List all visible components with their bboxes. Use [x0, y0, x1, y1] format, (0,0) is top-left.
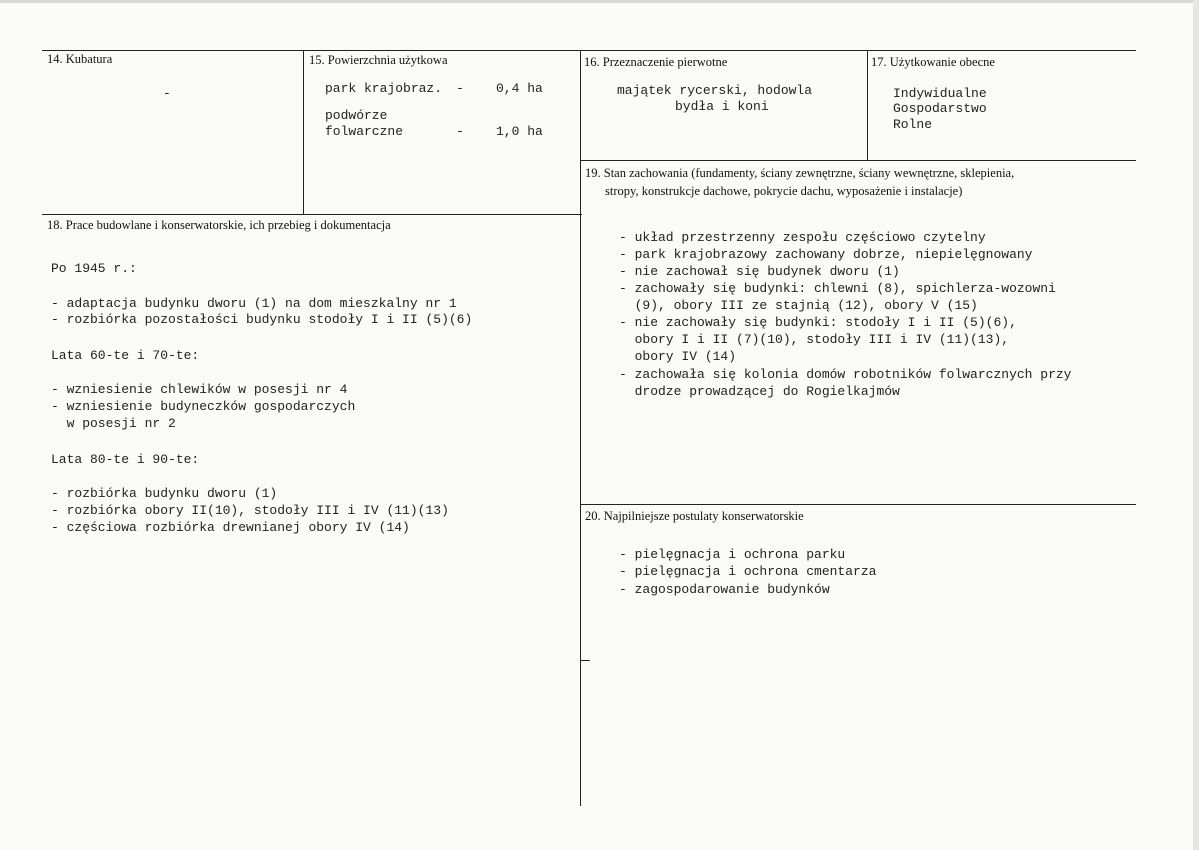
field-17-line: Gospodarstwo [893, 101, 987, 116]
field-19-line: drodze prowadzącej do Rogielkajmów [619, 384, 900, 399]
field-19-line: - park krajobrazowy zachowany dobrze, niepielęgnowany [619, 247, 1033, 262]
field-19-line: - nie zachował się budynek dworu (1) [619, 264, 900, 279]
field-15-row-dash: - [456, 124, 464, 139]
field-18-line: Po 1945 r.: [51, 261, 137, 276]
field-18-line: Lata 80-te i 90-te: [51, 452, 200, 467]
field-18-label: 18. Prace budowlane i konserwatorskie, ich przebieg i dokumentacja [47, 218, 391, 232]
rule-row1-bottom-left [42, 214, 582, 215]
field-15-row-value: 1,0 ha [496, 124, 543, 139]
field-19-line: - układ przestrzenny zespołu częściowo czytelny [619, 230, 986, 245]
field-18-line: - rozbiórka budynku dworu (1) [51, 486, 278, 501]
field-18-line: - rozbiórka obory II(10), stodoły III i IV (11)(13) [51, 503, 449, 518]
field-20-line: - pielęgnacja i ochrona cmentarza [619, 564, 877, 579]
rule-lower-right [580, 660, 590, 661]
scan-right-edge [1193, 0, 1199, 850]
field-19-label: 19. Stan zachowania (fundamenty, ściany zewnętrzne, ściany wewnętrzne, sklepienia, [585, 166, 1015, 180]
field-17-label: 17. Użytkowanie obecne [871, 55, 995, 69]
field-14-value: - [163, 86, 171, 101]
divider-16-17 [867, 50, 868, 160]
field-15-row-name: folwarczne [325, 124, 404, 139]
field-18-line: - częściowa rozbiórka drewnianej obory IV (14) [51, 520, 410, 535]
field-16-label: 16. Przeznaczenie pierwotne [584, 55, 728, 69]
field-15-row-dash: - [456, 81, 464, 96]
field-19-label-cont: stropy, konstrukcje dachowe, pokrycie dachu, wyposażenie i instalacje) [605, 184, 963, 198]
field-18-line: - wzniesienie chlewików w posesji nr 4 [51, 382, 348, 397]
field-19-line: obory IV (14) [619, 349, 737, 364]
field-15-row-name: park krajobraz. [325, 81, 443, 96]
field-17-line: Indywidualne [893, 86, 987, 101]
rule-f20-top [580, 504, 1136, 505]
field-20-line: - zagospodarowanie budynków [619, 582, 830, 597]
field-18-line: - adaptacja budynku dworu (1) na dom mieszkalny nr 1 [51, 296, 457, 311]
field-19-line: - nie zachowały się budynki: stodoły I i II (5)(6), [619, 315, 1017, 330]
field-20-label: 20. Najpilniejsze postulaty konserwatorskie [585, 509, 804, 523]
scan-top-edge [0, 0, 1199, 3]
field-20-line: - pielęgnacja i ochrona parku [619, 547, 846, 562]
rule-row1-bottom-right [580, 160, 1136, 161]
field-19-line: (9), obory III ze stajnią (12), obory V (15) [619, 298, 978, 313]
field-19-line: - zachowały się budynki: chlewni (8), spichlerza-wozowni [619, 281, 1056, 296]
divider-14-15 [303, 50, 304, 214]
field-18-line: - rozbiórka pozostałości budynku stodoły I i II (5)(6) [51, 312, 473, 327]
field-17-line: Rolne [893, 117, 933, 132]
field-18-line: - wzniesienie budyneczków gospodarczych [51, 399, 356, 414]
field-15-label: 15. Powierzchnia użytkowa [309, 53, 448, 67]
field-19-line: obory I i II (7)(10), stodoły III i IV (11)(13), [619, 332, 1010, 347]
field-18-line: w posesji nr 2 [51, 416, 176, 431]
field-16-line: majątek rycerski, hodowla [617, 83, 813, 98]
field-14-label: 14. Kubatura [47, 52, 113, 66]
field-18-line: Lata 60-te i 70-te: [51, 348, 200, 363]
field-16-line: bydła i koni [675, 99, 769, 114]
field-15-row-name: podwórze [325, 108, 388, 123]
top-rule [42, 50, 1136, 51]
field-19-line: - zachowała się kolonia domów robotników folwarcznych przy [619, 367, 1072, 382]
field-15-row-value: 0,4 ha [496, 81, 543, 96]
divider-center [580, 50, 581, 806]
